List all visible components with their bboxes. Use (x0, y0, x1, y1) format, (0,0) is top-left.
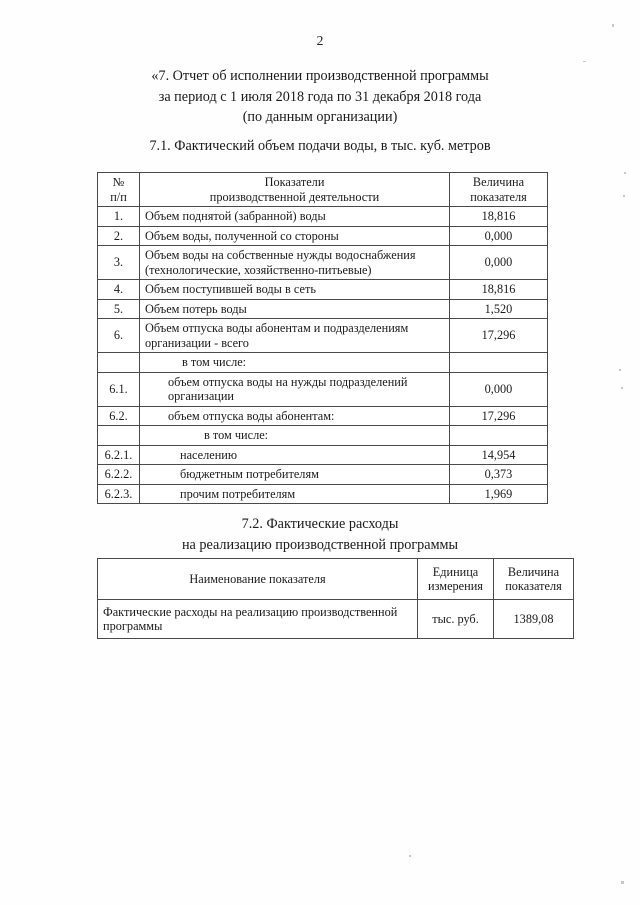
row-indicator-cell: Объем воды, полученной со стороны (140, 226, 450, 246)
table-row (98, 207, 548, 227)
row-unit-cell: тыс. руб. (418, 600, 494, 639)
row-indicator-cell: объем отпуска воды абонентам: (140, 406, 450, 426)
row-value-cell: 0,373 (450, 465, 548, 485)
header-cell-unit (418, 559, 494, 600)
row-number-cell: 3. (98, 246, 140, 280)
row-number-cell: 4. (98, 280, 140, 300)
row-number-cell: 6.2.1. (98, 445, 140, 465)
row-value-cell: 1,969 (450, 484, 548, 504)
table-row (98, 299, 548, 319)
header-number-line-1: № (112, 175, 125, 189)
water-supply-table (97, 172, 548, 504)
header-number-line-2: п/п (110, 189, 127, 204)
row-value-cell: 18,816 (450, 207, 548, 227)
header-indicator-line-1: Показатели (264, 175, 325, 189)
row-number-cell: 6.2.3. (98, 484, 140, 504)
table-header-row (98, 173, 548, 207)
header-value-line-1: Величина (472, 175, 525, 189)
row-indicator-cell: объем отпуска воды на нужды подразделений организации (140, 372, 450, 406)
table-row (98, 445, 548, 465)
table-row (98, 406, 548, 426)
page-number: 2 (316, 33, 324, 48)
header-value-line-1: Величина (507, 564, 560, 579)
scan-artifact (624, 172, 626, 174)
actual-expenses-table (97, 558, 574, 639)
row-number-cell: 6.1. (98, 372, 140, 406)
row-number-cell (98, 426, 140, 446)
table-row (98, 600, 574, 639)
scan-artifact (619, 369, 621, 371)
header-cell-value (450, 173, 548, 207)
table-header-row (98, 559, 574, 600)
scan-artifact (623, 195, 625, 197)
section-heading-supply-line-1: 7.1. Фактический объем подачи воды, в тыс. куб. метров (149, 138, 491, 154)
header-value-line-2: показателя (505, 579, 562, 593)
document-title-line-1: «7. Отчет об исполнении производственной программы (151, 68, 489, 84)
row-value-cell: 14,954 (450, 445, 548, 465)
table-row (98, 465, 548, 485)
table-row (98, 353, 548, 373)
row-value-cell (450, 426, 548, 446)
row-number-cell (98, 353, 140, 373)
row-indicator-cell: Объем поступившей воды в сеть (140, 280, 450, 300)
header-unit-line-1: Единица (432, 564, 479, 579)
scan-artifact (583, 61, 586, 62)
scan-artifact (621, 881, 624, 884)
row-indicator-cell: Объем поднятой (забранной) воды (140, 207, 450, 227)
section-heading-expenses-line-1: 7.2. Фактические расходы (241, 516, 399, 532)
row-number-cell: 6.2. (98, 406, 140, 426)
row-indicator-cell: в том числе: (140, 353, 450, 373)
row-indicator-cell: Объем потерь воды (140, 299, 450, 319)
header-unit-line-2: измерения (428, 579, 483, 593)
table-row (98, 426, 548, 446)
document-title (0, 66, 640, 128)
row-indicator-cell: в том числе: (140, 426, 450, 446)
row-indicator-cell: Фактические расходы на реализацию производственной программы (98, 600, 418, 639)
row-value-cell: 18,816 (450, 280, 548, 300)
table-row (98, 372, 548, 406)
header-cell-indicator-name: Наименование показателя (98, 559, 418, 600)
section-heading-expenses (0, 514, 640, 555)
row-number-cell: 6.2.2. (98, 465, 140, 485)
table-row (98, 319, 548, 353)
section-heading-supply (0, 136, 640, 157)
header-indicator-line-2: производственной деятельности (209, 189, 380, 204)
document-title-line-3: (по данным организации) (242, 109, 398, 125)
row-indicator-cell: населению (140, 445, 450, 465)
row-indicator-cell: Объем воды на собственные нужды водоснабжения (технологические, хозяйственно-питьевые) (140, 246, 450, 280)
row-number-cell: 6. (98, 319, 140, 353)
row-value-cell: 17,296 (450, 406, 548, 426)
row-value-cell: 0,000 (450, 372, 548, 406)
table-row (98, 484, 548, 504)
row-value-cell (450, 353, 548, 373)
header-cell-number (98, 173, 140, 207)
row-indicator-cell: прочим потребителям (140, 484, 450, 504)
row-value-cell: 0,000 (450, 226, 548, 246)
row-value-cell: 0,000 (450, 246, 548, 280)
scan-artifact (621, 387, 623, 389)
row-number-cell: 1. (98, 207, 140, 227)
header-cell-value (494, 559, 574, 600)
row-value-cell: 17,296 (450, 319, 548, 353)
row-indicator-cell: бюджетным потребителям (140, 465, 450, 485)
table-row (98, 246, 548, 280)
row-number-cell: 5. (98, 299, 140, 319)
scan-artifact (612, 24, 614, 27)
row-value-cell: 1,520 (450, 299, 548, 319)
document-title-line-2: за период с 1 июля 2018 года по 31 декабря 2018 года (158, 88, 482, 105)
section-heading-expenses-line-2: на реализацию производственной программы (181, 536, 459, 553)
scan-artifact (409, 855, 411, 857)
row-value-cell: 1389,08 (494, 600, 574, 639)
row-number-cell: 2. (98, 226, 140, 246)
header-cell-indicator (140, 173, 450, 207)
table-row (98, 226, 548, 246)
row-indicator-cell: Объем отпуска воды абонентам и подразделениям организации - всего (140, 319, 450, 353)
table-row (98, 280, 548, 300)
header-value-line-2: показателя (470, 189, 527, 204)
